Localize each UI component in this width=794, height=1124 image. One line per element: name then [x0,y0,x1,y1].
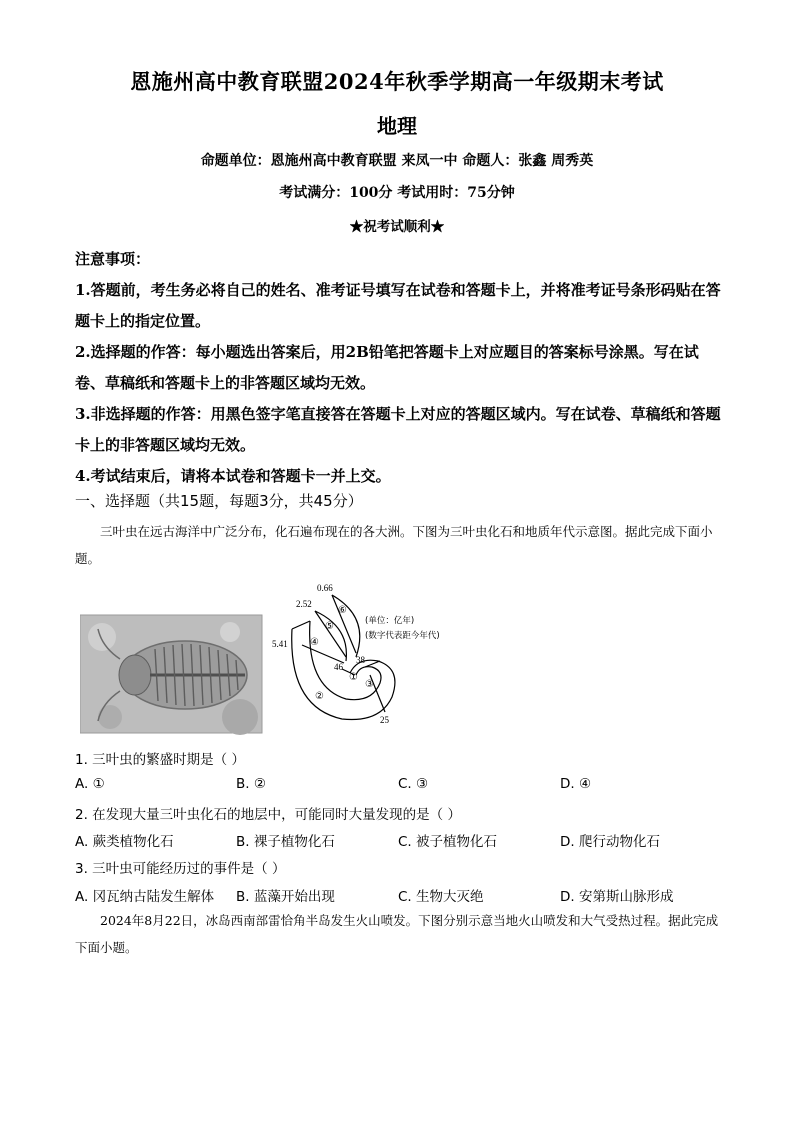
question-stem: 1. 三叶虫的繁盛时期是（ ） [75,752,245,768]
age-label: 46 [334,662,343,672]
age-label: 38 [356,655,365,665]
exam-info-line: 考试满分：100分 考试用时：75分钟 [279,185,515,201]
figure-svg [80,577,480,737]
era-label: ② [315,691,324,702]
section-heading: 一、选择题（共15题，每题3分，共45分） [75,492,363,510]
option-a[interactable]: A. 冈瓦纳古陆发生解体 [75,889,215,905]
option-c[interactable]: C. 生物大灭绝 [398,889,484,905]
note-item: 1.答题前，考生务必将自己的姓名、准考证号填写在试卷和答题卡上，并将准考证号条形码贴在答题卡上的指定位置。 [75,281,721,330]
era-label: ⑥ [338,605,347,616]
note-item: 2.选择题的作答：每小题选出答案后，用2B铅笔把答题卡上对应题目的答案标号涂黑。写在试卷、草稿纸和答题卡上的非答题区域均无效。 [75,343,699,392]
option-a[interactable]: A. 蕨类植物化石 [75,834,174,850]
option-a[interactable]: A. ① [75,776,105,792]
unit-label: (单位：亿年) [365,616,415,626]
option-row [75,885,735,905]
age-label: 2.52 [296,599,312,609]
era-label: ③ [365,679,374,690]
option-b[interactable]: B. ② [236,776,266,792]
compiler-line: 命题单位：恩施州高中教育联盟 来凤一中 命题人：张鑫 周秀英 [200,153,594,169]
age-label: 0.66 [317,583,333,593]
questions-block [75,748,735,908]
question-group-intro: 2024年8月22日，冰岛西南部雷恰角半岛发生火山喷发。下图分别示意当地火山喷发和大气受热过程。据此完成下面小题。 [75,913,719,955]
option-d[interactable]: D. 安第斯山脉形成 [560,889,674,905]
era-label: ⑤ [325,621,334,632]
era-label: ④ [310,637,319,648]
note-item: 3.非选择题的作答：用黑色签字笔直接答在答题卡上对应的答题区域内。写在试卷、草稿纸和答题卡上的非答题区域均无效。 [75,405,721,454]
note-label: (数字代表距今年代) [365,631,440,641]
era-label: ① [349,672,358,683]
question-group-intro: 三叶虫在远古海洋中广泛分布，化石遍布现在的各大洲。下图为三叶虫化石和地质年代示意图。据此完成下面小题。 [75,524,713,566]
option-d[interactable]: D. ④ [560,776,592,792]
question-stem: 2. 在发现大量三叶虫化石的地层中，可能同时大量发现的是（ ） [75,807,461,823]
exam-title: 恩施州高中教育联盟2024年秋季学期高一年级期末考试 [130,69,664,94]
note-item: 4.考试结束后，请将本试卷和答题卡一并上交。 [75,467,391,485]
trilobite-figure [80,577,480,741]
option-c[interactable]: C. 被子植物化石 [398,834,498,850]
good-luck-line: ★祝考试顺利★ [349,219,445,235]
age-label: 5.41 [272,639,288,649]
notes-heading: 注意事项： [75,250,151,268]
notes-block [75,244,725,492]
option-row [75,776,735,796]
age-label: 25 [380,715,389,725]
option-b[interactable]: B. 蓝藻开始出现 [236,889,335,905]
option-d[interactable]: D. 爬行动物化石 [560,834,660,850]
option-b[interactable]: B. 裸子植物化石 [236,834,335,850]
question-stem: 3. 三叶虫可能经历过的事件是（ ） [75,861,286,877]
trilobite-fossil-image [80,615,262,735]
option-row [75,830,735,850]
option-c[interactable]: C. ③ [398,776,429,792]
subject-title: 地理 [377,114,417,138]
